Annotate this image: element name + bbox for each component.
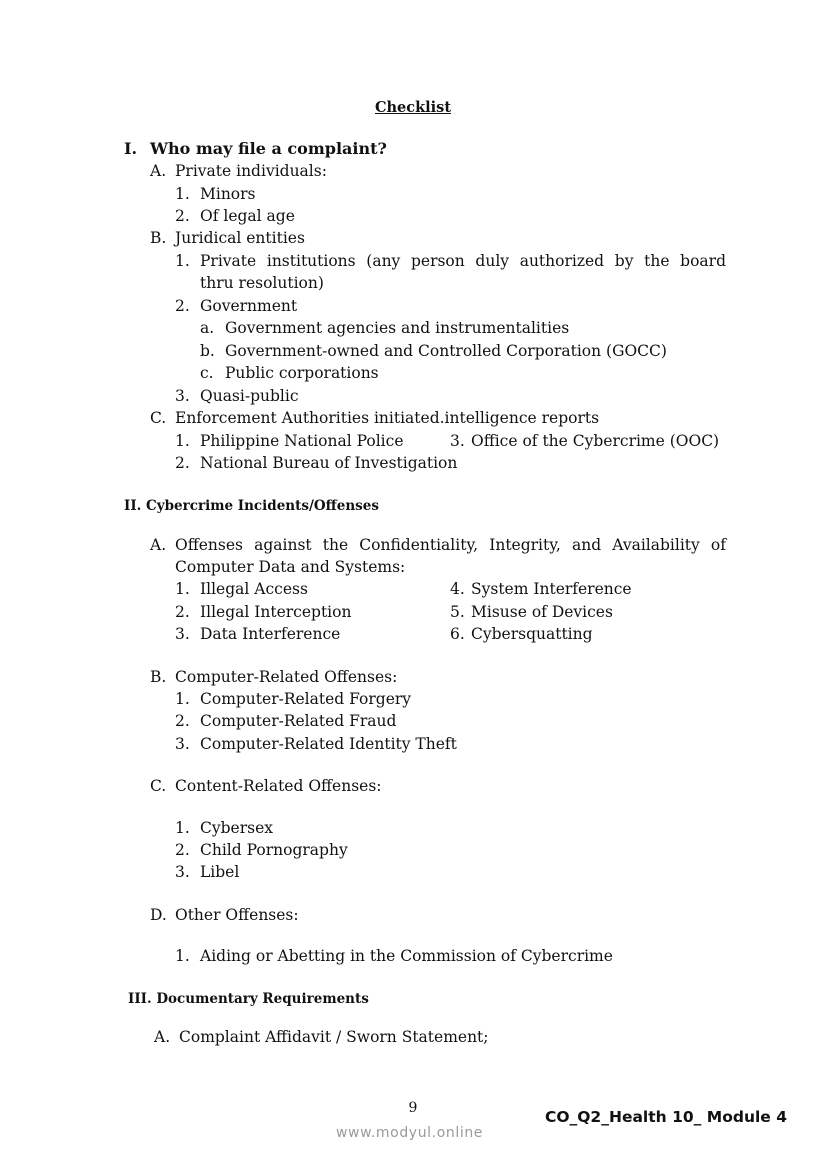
item-text: Cybersquatting: [471, 625, 593, 643]
item-text: Content-Related Offenses:: [175, 777, 382, 795]
list-item: [175, 579, 308, 599]
item-text: Libel: [200, 863, 240, 881]
item-label: 2.: [175, 841, 190, 859]
item-text: Government: [200, 297, 298, 315]
item-label: 3.: [175, 387, 190, 405]
item-label: C.: [150, 777, 167, 795]
item-text: Government-owned and Controlled Corporation (GOCC): [225, 342, 667, 360]
list-item: [200, 363, 379, 383]
item-text: Computer-Related Fraud: [200, 712, 397, 730]
item-label: 2.: [175, 297, 190, 315]
item-text: Illegal Access: [200, 580, 308, 598]
item-label: 5.: [450, 603, 465, 621]
item-text: Computer-Related Forgery: [200, 690, 412, 708]
section-1-heading: [124, 139, 387, 159]
item-label: 1.: [175, 252, 190, 270]
item-label: D.: [150, 906, 167, 924]
item-label: 1.: [175, 947, 190, 965]
list-item: [175, 386, 299, 406]
item-label: A.: [150, 162, 167, 180]
item-text: System Interference: [471, 580, 632, 598]
list-item: [175, 840, 348, 860]
item-text: Offenses against the Confidentiality, Integrity, and Availability of: [175, 536, 726, 554]
list-item: [200, 341, 667, 361]
item-label: 4.: [450, 580, 465, 598]
list-item: [175, 624, 340, 644]
item-label: 2.: [175, 207, 190, 225]
item-label: a.: [200, 319, 215, 337]
list-item: [150, 228, 305, 248]
list-item: [150, 408, 599, 428]
item-label: A.: [150, 536, 167, 554]
list-item: [175, 689, 411, 709]
list-item: [450, 624, 593, 644]
item-label: 3.: [175, 863, 190, 881]
list-item: [175, 251, 726, 271]
list-item: [175, 296, 297, 316]
item-text: Cybersex: [200, 819, 273, 837]
item-text: Child Pornography: [200, 841, 348, 859]
item-label: 3.: [175, 735, 190, 753]
item-label: 2.: [175, 712, 190, 730]
item-label: 1.: [175, 432, 190, 450]
item-text: Enforcement Authorities initiated.intelligence reports: [175, 409, 600, 427]
module-code: CO_Q2_Health 10_ Module 4: [544, 1108, 787, 1126]
list-item: [450, 431, 719, 451]
list-item: [154, 1027, 489, 1047]
list-item: [175, 818, 273, 838]
section-3-heading: III. Documentary Requirements: [128, 991, 369, 1007]
item-text: Misuse of Devices: [471, 603, 613, 621]
item-label: c.: [200, 364, 214, 382]
page-number: 9: [408, 1100, 418, 1116]
item-label: b.: [200, 342, 215, 360]
item-text: Other Offenses:: [175, 906, 299, 924]
item-text: Philippine National Police: [200, 432, 404, 450]
list-item-continuation: Computer Data and Systems:: [175, 558, 406, 576]
list-item: [175, 946, 613, 966]
list-item: [150, 161, 327, 181]
item-text: Illegal Interception: [200, 603, 352, 621]
list-item: [450, 579, 632, 599]
item-text: Of legal age: [200, 207, 295, 225]
list-item: [175, 711, 396, 731]
item-text: Computer-Related Offenses:: [175, 668, 398, 686]
list-item: [150, 776, 382, 796]
item-text: Aiding or Abetting in the Commission of Cybercrime: [200, 947, 613, 965]
list-item: [175, 734, 457, 754]
list-item: [450, 602, 613, 622]
watermark: www.modyul.online: [336, 1125, 484, 1141]
list-item: [175, 431, 404, 451]
section-1-number: I.: [124, 139, 138, 158]
item-label: A.: [154, 1028, 171, 1046]
list-item: [175, 602, 351, 622]
list-item: [150, 535, 726, 555]
page-title: Checklist: [374, 99, 452, 116]
list-item: [150, 667, 397, 687]
item-label: 1.: [175, 819, 190, 837]
item-label: 2.: [175, 454, 190, 472]
item-text: Juridical entities: [175, 229, 305, 247]
list-item: [175, 862, 239, 882]
item-label: C.: [150, 409, 167, 427]
section-2-heading: II. Cybercrime Incidents/Offenses: [124, 498, 379, 514]
item-text: National Bureau of Investigation: [200, 454, 458, 472]
item-label: 1.: [175, 690, 190, 708]
item-text: Office of the Cybercrime (OOC): [471, 432, 720, 450]
list-item: [175, 206, 295, 226]
item-label: B.: [150, 668, 167, 686]
section-1-title: Who may file a complaint?: [150, 139, 387, 158]
item-label: 3.: [175, 625, 190, 643]
list-item: [150, 905, 299, 925]
item-label: 6.: [450, 625, 465, 643]
item-text: Minors: [200, 185, 256, 203]
item-label: 1.: [175, 185, 190, 203]
item-text: Computer-Related Identity Theft: [200, 735, 457, 753]
list-item-continuation: thru resolution): [200, 274, 324, 292]
list-item: [175, 453, 457, 473]
item-text: Private institutions (any person duly authorized by the board: [200, 252, 726, 270]
item-text: Quasi-public: [200, 387, 299, 405]
item-text: Complaint Affidavit / Sworn Statement;: [179, 1028, 489, 1046]
item-label: 3.: [450, 432, 465, 450]
list-item: [175, 184, 256, 204]
item-text: Public corporations: [225, 364, 379, 382]
list-item: [200, 318, 569, 338]
item-text: Data Interference: [200, 625, 341, 643]
item-label: 1.: [175, 580, 190, 598]
item-label: B.: [150, 229, 167, 247]
item-text: Government agencies and instrumentalities: [225, 319, 570, 337]
item-label: 2.: [175, 603, 190, 621]
item-text: Private individuals:: [175, 162, 327, 180]
